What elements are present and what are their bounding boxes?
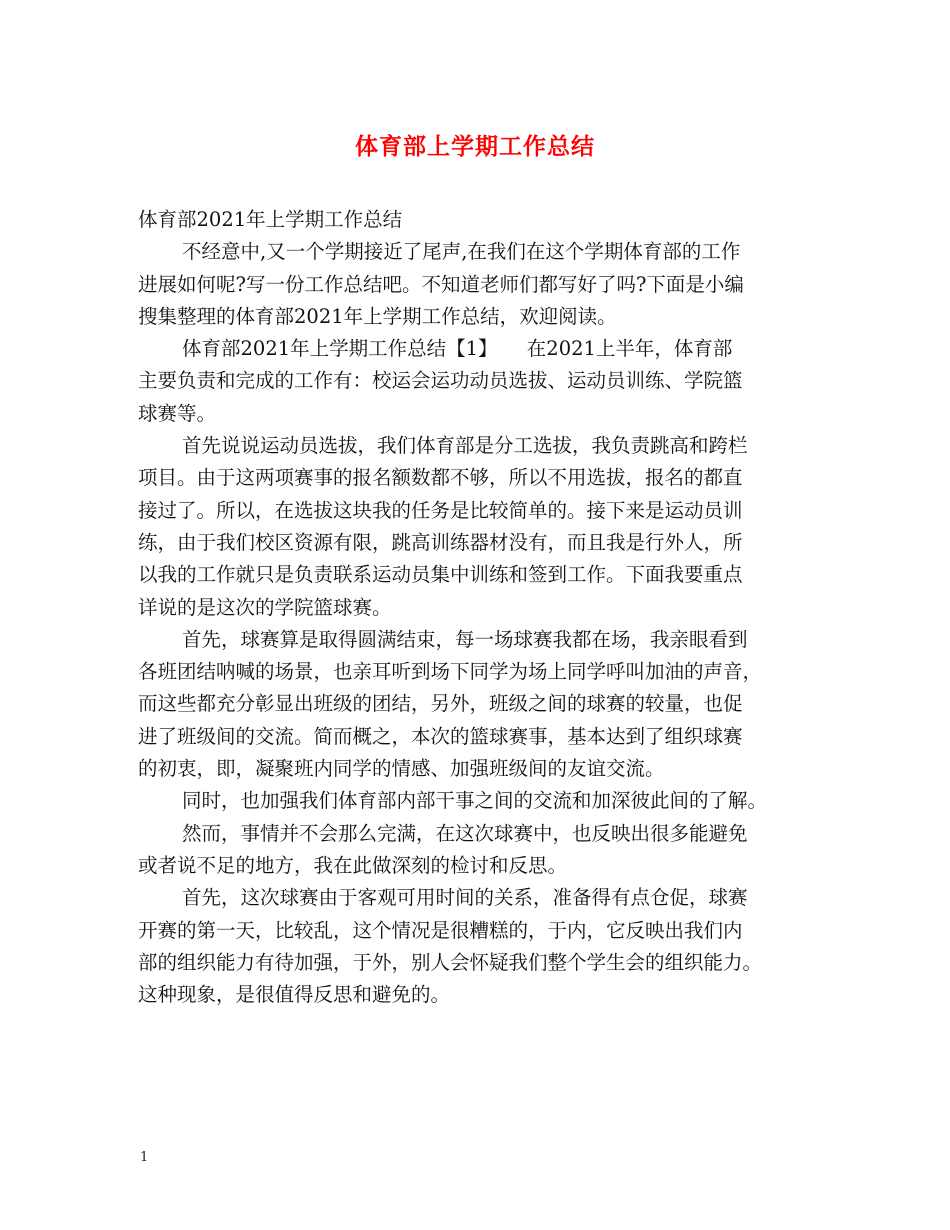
- body-line: 这种现象，是很值得反思和避免的。: [138, 983, 451, 1007]
- body-line: 搜集整理的体育部2021年上学期工作总结，欢迎阅读。: [138, 304, 617, 328]
- body-line: 的初衷，即，凝聚班内同学的情感、加强班级间的友谊交流。: [138, 757, 665, 781]
- page-number: 1: [140, 1150, 149, 1165]
- body-line: 同时，也加强我们体育部内部干事之间的交流和加深彼此间的了解。: [182, 789, 768, 813]
- body-line: 以我的工作就只是负责联系运动员集中训练和签到工作。下面我要重点: [138, 563, 743, 587]
- body-line: 体育部2021年上学期工作总结: [138, 208, 403, 231]
- body-line: 进展如何呢?写一份工作总结吧。不知道老师们都写好了吗?下面是小编: [138, 272, 744, 296]
- document-title: 体育部上学期工作总结: [355, 133, 595, 160]
- body-line: 主要负责和完成的工作有：校运会运功动员选拔、运动员训练、学院篮: [138, 369, 743, 393]
- body-line: 首先说说运动员选拔，我们体育部是分工选拔，我负责跳高和跨栏: [182, 434, 748, 458]
- body-line: 而这些都充分彰显出班级的团结，另外，班级之间的球赛的较量，也促: [138, 692, 743, 716]
- body-line: 部的组织能力有待加强，于外，别人会怀疑我们整个学生会的组织能力。: [138, 950, 763, 974]
- body-line: 项目。由于这两项赛事的报名额数都不够，所以不用选拔，报名的都直: [138, 466, 743, 490]
- body-line: 练，由于我们校区资源有限，跳高训练器材没有，而且我是行外人，所: [138, 530, 743, 554]
- body-line: 各班团结呐喊的场景，也亲耳听到场下同学为场上同学呼叫加油的声音，: [138, 660, 763, 684]
- body-line: 或者说不足的地方，我在此做深刻的检讨和反思。: [138, 853, 568, 877]
- body-line: 球赛等。: [138, 401, 217, 425]
- body-line: 首先，这次球赛由于客观可用时间的关系，准备得有点仓促，球赛: [182, 886, 748, 910]
- body-line: 首先，球赛算是取得圆满结束，每一场球赛我都在场，我亲眼看到: [182, 627, 748, 651]
- body-line: 然而，事情并不会那么完满，在这次球赛中，也反映出很多能避免: [182, 821, 748, 845]
- body-line: 接过了。所以，在选拔这块我的任务是比较简单的。接下来是运动员训: [138, 498, 743, 522]
- body-line: 详说的是这次的学院篮球赛。: [138, 595, 392, 619]
- body-line: 进了班级间的交流。简而概之，本次的篮球赛事，基本达到了组织球赛: [138, 724, 743, 748]
- body-line: 体育部2021年上学期工作总结【1】 在2021上半年，体育部: [182, 337, 733, 361]
- document-body: [138, 204, 818, 1011]
- body-line: 不经意中,又一个学期接近了尾声,在我们在这个学期体育部的工作: [182, 240, 741, 264]
- body-line: 开赛的第一天，比较乱，这个情况是很糟糕的，于内，它反映出我们内: [138, 918, 743, 942]
